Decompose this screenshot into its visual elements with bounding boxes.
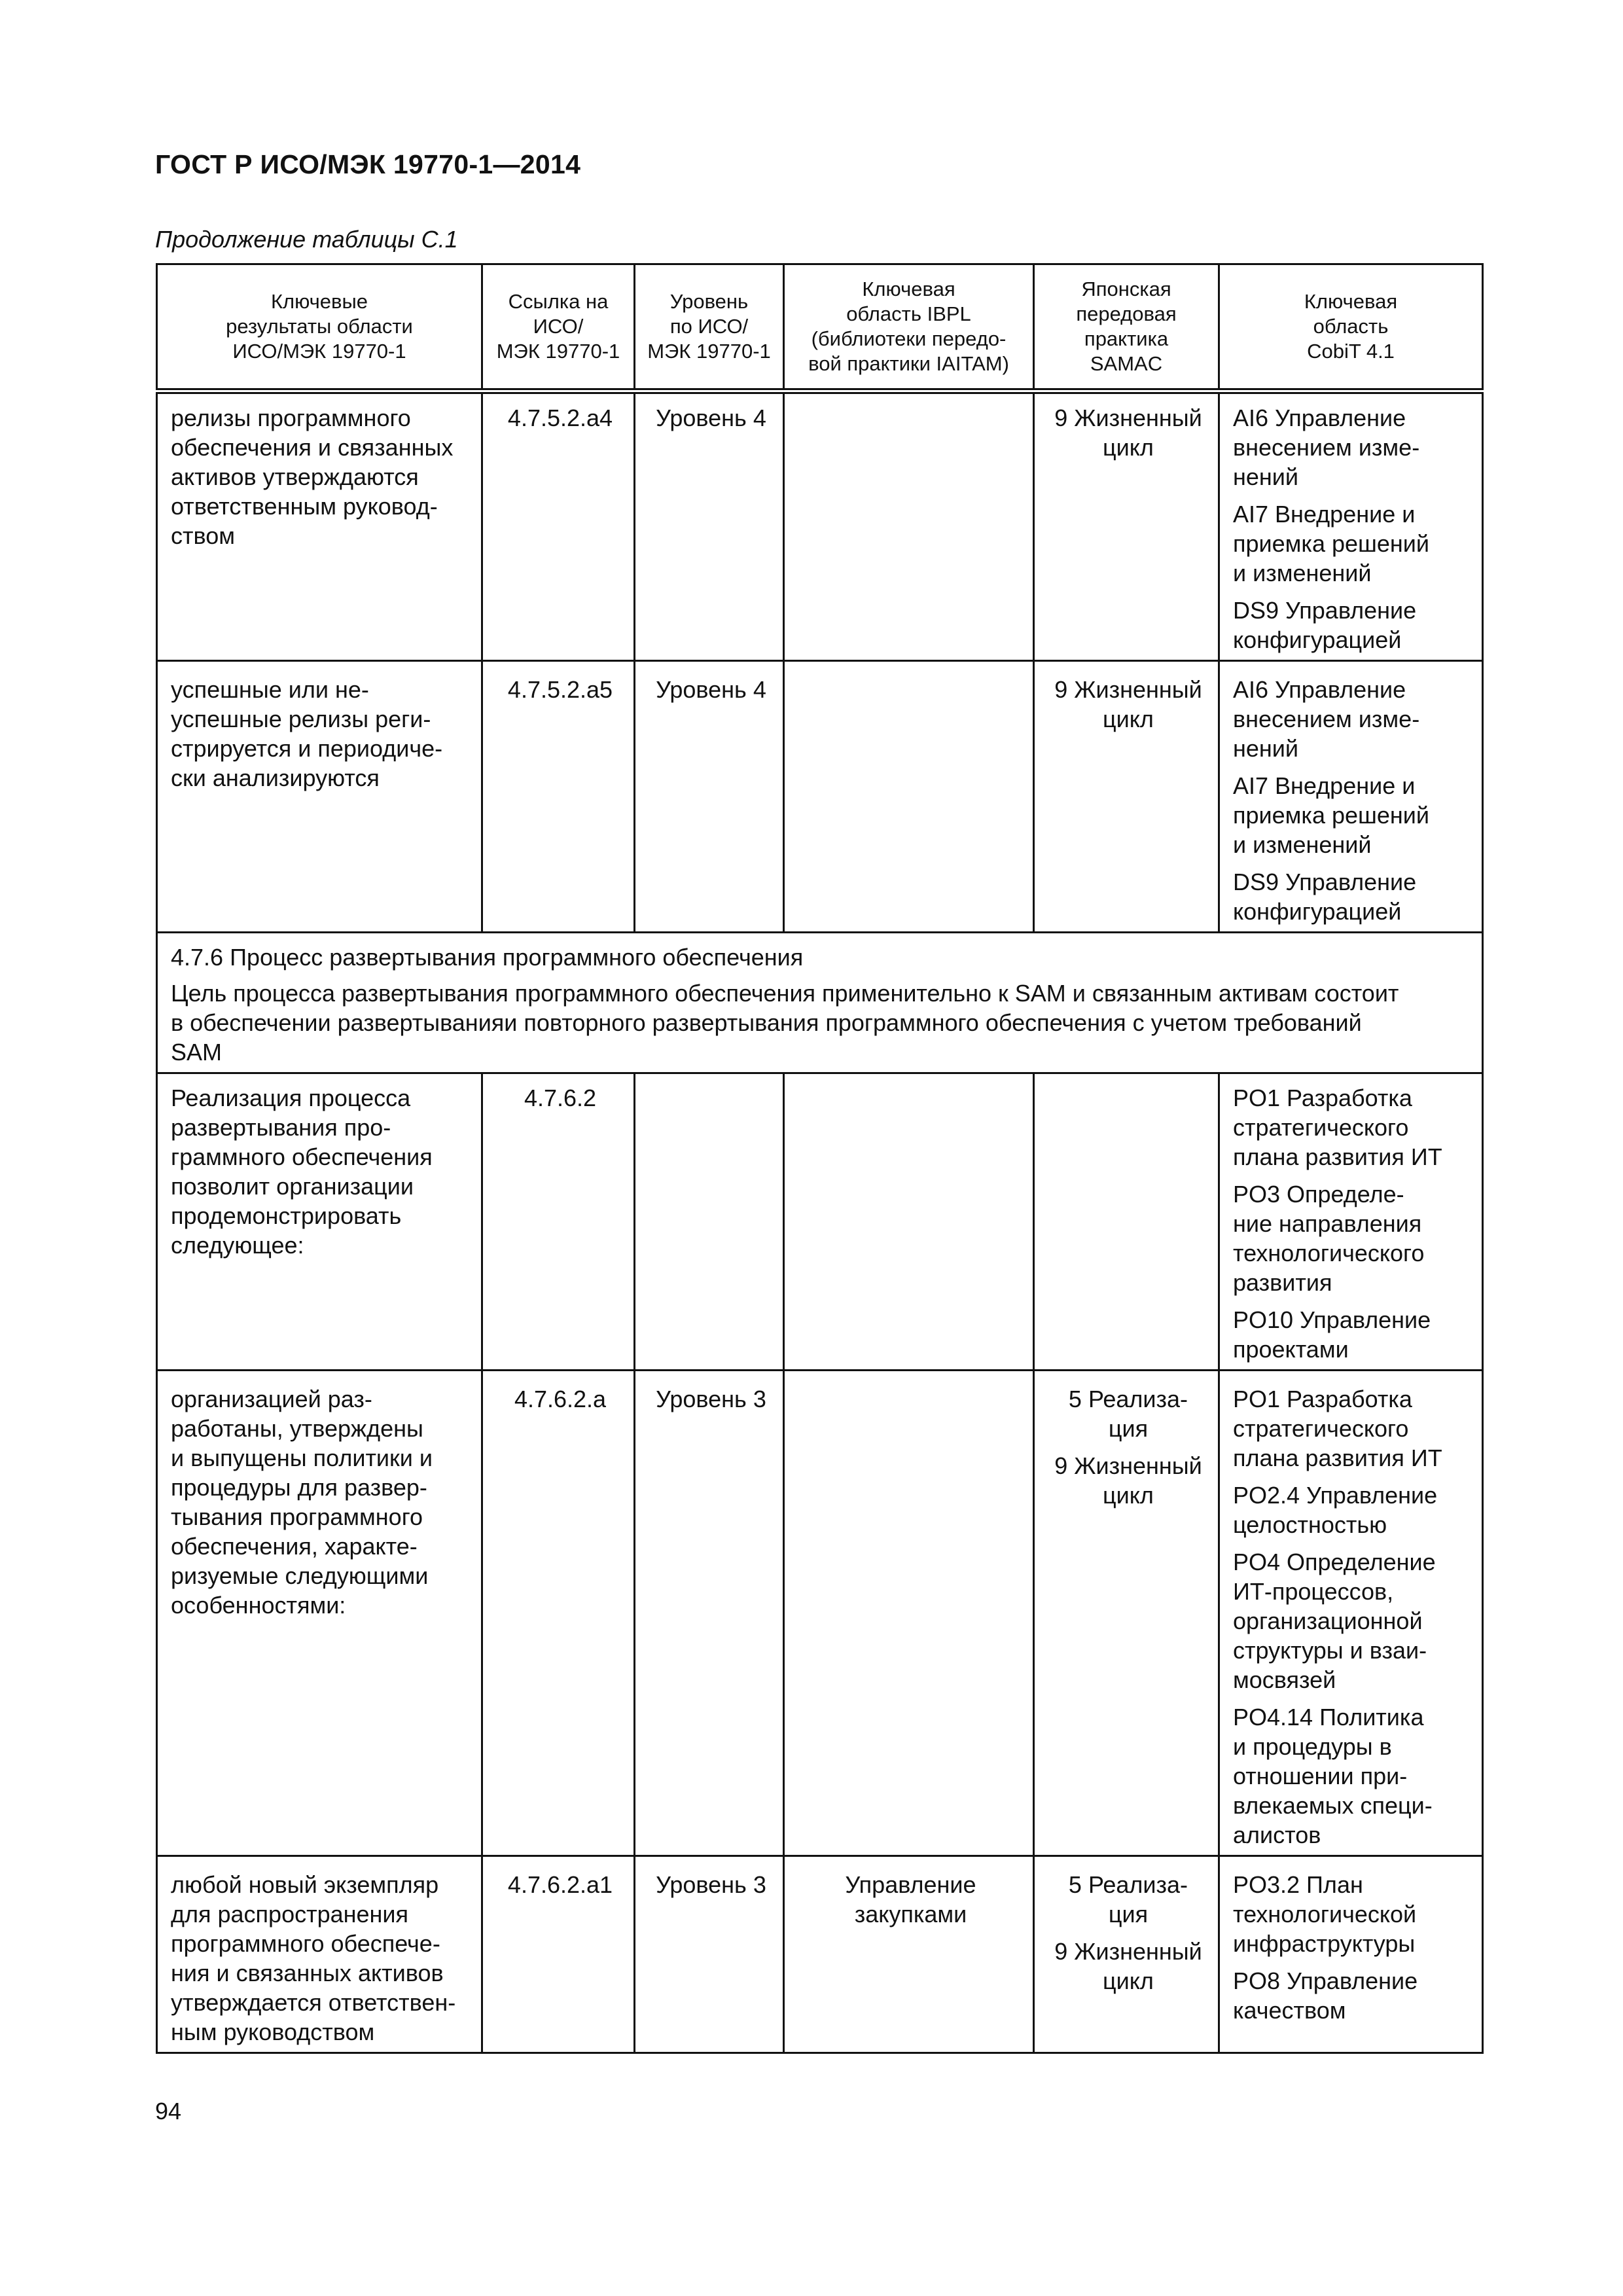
text-line: и изменений: [1233, 831, 1372, 858]
text-line: плана развития ИТ: [1233, 1444, 1442, 1471]
text-line: DS9 Управление: [1233, 597, 1417, 624]
text-line: PO1 Разработка: [1233, 1085, 1412, 1111]
cobit-cell: [1219, 391, 1483, 661]
reference-cell: 4.7.6.2.a: [482, 1371, 635, 1856]
text-line: программного обеспече-: [171, 1930, 440, 1957]
cobit-entry: [1233, 675, 1472, 763]
text-line: 9 Жизненный: [1054, 676, 1202, 703]
text-line: PO8 Управление: [1233, 1967, 1418, 1994]
text-line: ным руководством: [171, 2018, 375, 2045]
text-line: утверждается ответствен-: [171, 1989, 456, 2016]
cobit-cell: [1219, 661, 1483, 933]
text-line: 9 Жизненный: [1054, 404, 1202, 431]
text-line: граммного обеспечения: [171, 1143, 433, 1170]
text-line: передовая: [1076, 302, 1177, 325]
text-line: ция: [1108, 1901, 1149, 1928]
cobit-cell: [1219, 1856, 1483, 2053]
text-line: 5 Реализа-: [1068, 1386, 1188, 1412]
text-line: Ключевые: [270, 290, 368, 313]
section-row: [157, 933, 1483, 1073]
text-line: Уровень: [669, 290, 749, 313]
samac-cell: [1034, 1856, 1219, 2053]
text-line: внесением изме-: [1233, 706, 1420, 732]
level-cell: Уровень 4: [635, 391, 784, 661]
text-line: успешные или не-: [171, 676, 369, 703]
cobit-entry: [1233, 1083, 1472, 1172]
text-line: технологического: [1233, 1240, 1425, 1266]
text-line: обеспечения, характе-: [171, 1533, 418, 1560]
text-line: процедуры для развер-: [171, 1474, 427, 1501]
text-line: обеспечения и связанных: [171, 434, 454, 461]
text-line: PO3.2 План: [1233, 1871, 1363, 1898]
samac-cell: [1034, 1371, 1219, 1856]
text-line: область IBPL: [846, 302, 971, 325]
reference-cell: 4.7.6.2.a1: [482, 1856, 635, 2053]
reference-cell: 4.7.5.2.a4: [482, 391, 635, 661]
text-line: ние направления: [1233, 1210, 1422, 1237]
text-line: целостностью: [1233, 1511, 1387, 1538]
text-line: плана развития ИТ: [1233, 1143, 1442, 1170]
header-cobit: [1219, 264, 1483, 391]
text-line: приемка решений: [1233, 802, 1430, 829]
samac-entry: [1048, 1937, 1209, 1996]
text-line: работаны, утверждены: [171, 1415, 423, 1442]
text-line: развертывания про-: [171, 1114, 391, 1141]
reference-cell: 4.7.6.2: [482, 1073, 635, 1371]
text-line: развития: [1233, 1269, 1332, 1296]
text-line: активов утверждаются: [171, 463, 419, 490]
samac-entry: [1048, 1870, 1209, 1929]
text-line: цикл: [1103, 706, 1154, 732]
table-row: [157, 661, 1483, 933]
ibpl-entry: [798, 1870, 1024, 1929]
text-line: AI7 Внедрение и: [1233, 772, 1416, 799]
text-line: стратегического: [1233, 1114, 1409, 1141]
samac-entry: [1048, 1451, 1209, 1510]
level-cell: [635, 1073, 784, 1371]
text-line: ризуемые следующими: [171, 1562, 429, 1589]
samac-cell: [1034, 661, 1219, 933]
ibpl-cell: [784, 661, 1034, 933]
text-line: ответственным руковод-: [171, 493, 438, 520]
text-line: релизы программного: [171, 404, 411, 431]
text-line: и выпущены политики и: [171, 1444, 433, 1471]
text-line: нений: [1233, 735, 1299, 762]
samac-entry: [1048, 403, 1209, 462]
table-row: [157, 391, 1483, 661]
cobit-entry: [1233, 1870, 1472, 1958]
text-line: PO3 Определе-: [1233, 1181, 1404, 1208]
text-line: нений: [1233, 463, 1299, 490]
header-ibpl: [784, 264, 1034, 391]
text-line: AI6 Управление: [1233, 404, 1406, 431]
key-result-cell: [157, 1856, 482, 2053]
text-line: по ИСО/: [669, 315, 749, 338]
text-line: отношении при-: [1233, 1763, 1408, 1789]
samac-cell: [1034, 1073, 1219, 1371]
text-line: Цель процесса развертывания программного обеспечения применительно к SAM и связанным активам состоит: [171, 980, 1399, 1007]
text-line: результаты области: [226, 315, 413, 338]
text-line: проектами: [1233, 1336, 1349, 1363]
reference-cell: 4.7.5.2.a5: [482, 661, 635, 933]
text-line: ством: [171, 522, 235, 549]
text-line: организацией раз-: [171, 1386, 372, 1412]
cobit-entry: [1233, 1966, 1472, 2025]
text-line: позволит организации: [171, 1173, 414, 1200]
table-caption: Продолжение таблицы С.1: [155, 226, 458, 253]
cobit-entry: [1233, 403, 1472, 492]
text-line: и изменений: [1233, 560, 1372, 586]
header-level: [635, 264, 784, 391]
text-line: конфигурацией: [1233, 626, 1402, 653]
text-line: Управление: [845, 1871, 976, 1898]
section-title: 4.7.6 Процесс развертывания программного обеспечения: [171, 944, 804, 971]
text-line: влекаемых специ-: [1233, 1792, 1433, 1819]
text-line: продемонстрировать: [171, 1202, 402, 1229]
samac-entry: [1048, 675, 1209, 734]
text-line: SAM: [171, 1039, 223, 1066]
key-result-cell: [157, 1371, 482, 1856]
text-line: Ключевая: [1304, 290, 1398, 313]
header-reference: [482, 264, 635, 391]
cobit-entry: [1233, 1480, 1472, 1539]
table-row: [157, 1073, 1483, 1371]
text-line: ния и связанных активов: [171, 1960, 444, 1986]
text-line: следующее:: [171, 1232, 304, 1259]
samac-cell: [1034, 391, 1219, 661]
text-line: технологической: [1233, 1901, 1417, 1928]
text-line: цикл: [1103, 1967, 1154, 1994]
text-line: тывания программного: [171, 1503, 423, 1530]
text-line: приемка решений: [1233, 530, 1430, 557]
level-cell: Уровень 4: [635, 661, 784, 933]
text-line: PO2.4 Управление: [1233, 1482, 1438, 1509]
text-line: 9 Жизненный: [1054, 1452, 1202, 1479]
text-line: ИСО/: [533, 315, 584, 338]
key-result-cell: [157, 1073, 482, 1371]
cobit-entry: [1233, 771, 1472, 859]
samac-entry: [1048, 1384, 1209, 1443]
text-line: стрируется и периодиче-: [171, 735, 443, 762]
text-line: Японская: [1081, 278, 1171, 300]
mapping-table: [156, 263, 1484, 2054]
text-line: AI7 Внедрение и: [1233, 501, 1416, 528]
ibpl-cell: [784, 1073, 1034, 1371]
cobit-entry: [1233, 1179, 1472, 1297]
cobit-entry: [1233, 867, 1472, 926]
text-line: структуры и взаи-: [1233, 1637, 1427, 1664]
text-line: цикл: [1103, 434, 1154, 461]
text-line: (библиотеки передо-: [811, 327, 1007, 350]
text-line: МЭК 19770-1: [496, 340, 620, 363]
text-line: 9 Жизненный: [1054, 1938, 1202, 1965]
text-line: ИСО/МЭК 19770-1: [232, 340, 406, 363]
text-line: для распространения: [171, 1901, 409, 1928]
text-line: качеством: [1233, 1997, 1346, 2024]
header-samac: [1034, 264, 1219, 391]
page-number: 94: [155, 2098, 182, 2125]
table-row: [157, 1856, 1483, 2053]
text-line: инфраструктуры: [1233, 1930, 1416, 1957]
cobit-entry: [1233, 1547, 1472, 1695]
text-line: ИТ-процессов,: [1233, 1578, 1394, 1605]
cobit-entry: [1233, 596, 1472, 655]
text-line: Ссылка на: [508, 290, 609, 313]
text-line: практика: [1084, 327, 1169, 350]
key-result-cell: [157, 661, 482, 933]
text-line: область: [1313, 315, 1389, 338]
text-line: CobiT 4.1: [1307, 340, 1395, 363]
cobit-entry: [1233, 1702, 1472, 1850]
text-line: стратегического: [1233, 1415, 1409, 1442]
level-cell: Уровень 3: [635, 1371, 784, 1856]
ibpl-cell: [784, 1371, 1034, 1856]
text-line: Ключевая: [862, 278, 955, 300]
text-line: вой практики IAITAM): [808, 352, 1009, 375]
section-cell: [157, 933, 1483, 1073]
cobit-entry: [1233, 499, 1472, 588]
text-line: в обеспечении развертыванияи повторного развертывания программного обеспечения с учетом требований: [171, 1009, 1362, 1036]
level-cell: Уровень 3: [635, 1856, 784, 2053]
header-key-results: [157, 264, 482, 391]
ibpl-cell: [784, 391, 1034, 661]
text-line: SAMAC: [1090, 352, 1163, 375]
key-result-cell: [157, 391, 482, 661]
text-line: успешные релизы реги-: [171, 706, 431, 732]
text-line: МЭК 19770-1: [647, 340, 771, 363]
text-line: конфигурацией: [1233, 898, 1402, 925]
ibpl-cell: [784, 1856, 1034, 2053]
text-line: PO1 Разработка: [1233, 1386, 1412, 1412]
text-line: цикл: [1103, 1482, 1154, 1509]
text-line: любой новый экземпляр: [171, 1871, 439, 1898]
text-line: закупками: [854, 1901, 967, 1928]
table-header-row: [157, 264, 1483, 391]
text-line: внесением изме-: [1233, 434, 1420, 461]
text-line: особенностями:: [171, 1592, 346, 1619]
document-header: ГОСТ Р ИСО/МЭК 19770-1—2014: [155, 149, 581, 179]
cobit-entry: [1233, 1305, 1472, 1364]
cobit-entry: [1233, 1384, 1472, 1473]
cobit-cell: [1219, 1371, 1483, 1856]
cobit-cell: [1219, 1073, 1483, 1371]
text-line: PO4 Определение: [1233, 1549, 1436, 1575]
text-line: PO10 Управление: [1233, 1306, 1431, 1333]
text-line: ция: [1108, 1415, 1149, 1442]
text-line: мосвязей: [1233, 1666, 1336, 1693]
text-line: организационной: [1233, 1607, 1423, 1634]
text-line: AI6 Управление: [1233, 676, 1406, 703]
text-line: PO4.14 Политика: [1233, 1704, 1424, 1731]
table-row: [157, 1371, 1483, 1856]
text-line: Реализация процесса: [171, 1085, 411, 1111]
text-line: DS9 Управление: [1233, 869, 1417, 895]
text-line: алистов: [1233, 1821, 1321, 1848]
text-line: 5 Реализа-: [1068, 1871, 1188, 1898]
text-line: ски анализируются: [171, 764, 380, 791]
text-line: и процедуры в: [1233, 1733, 1392, 1760]
